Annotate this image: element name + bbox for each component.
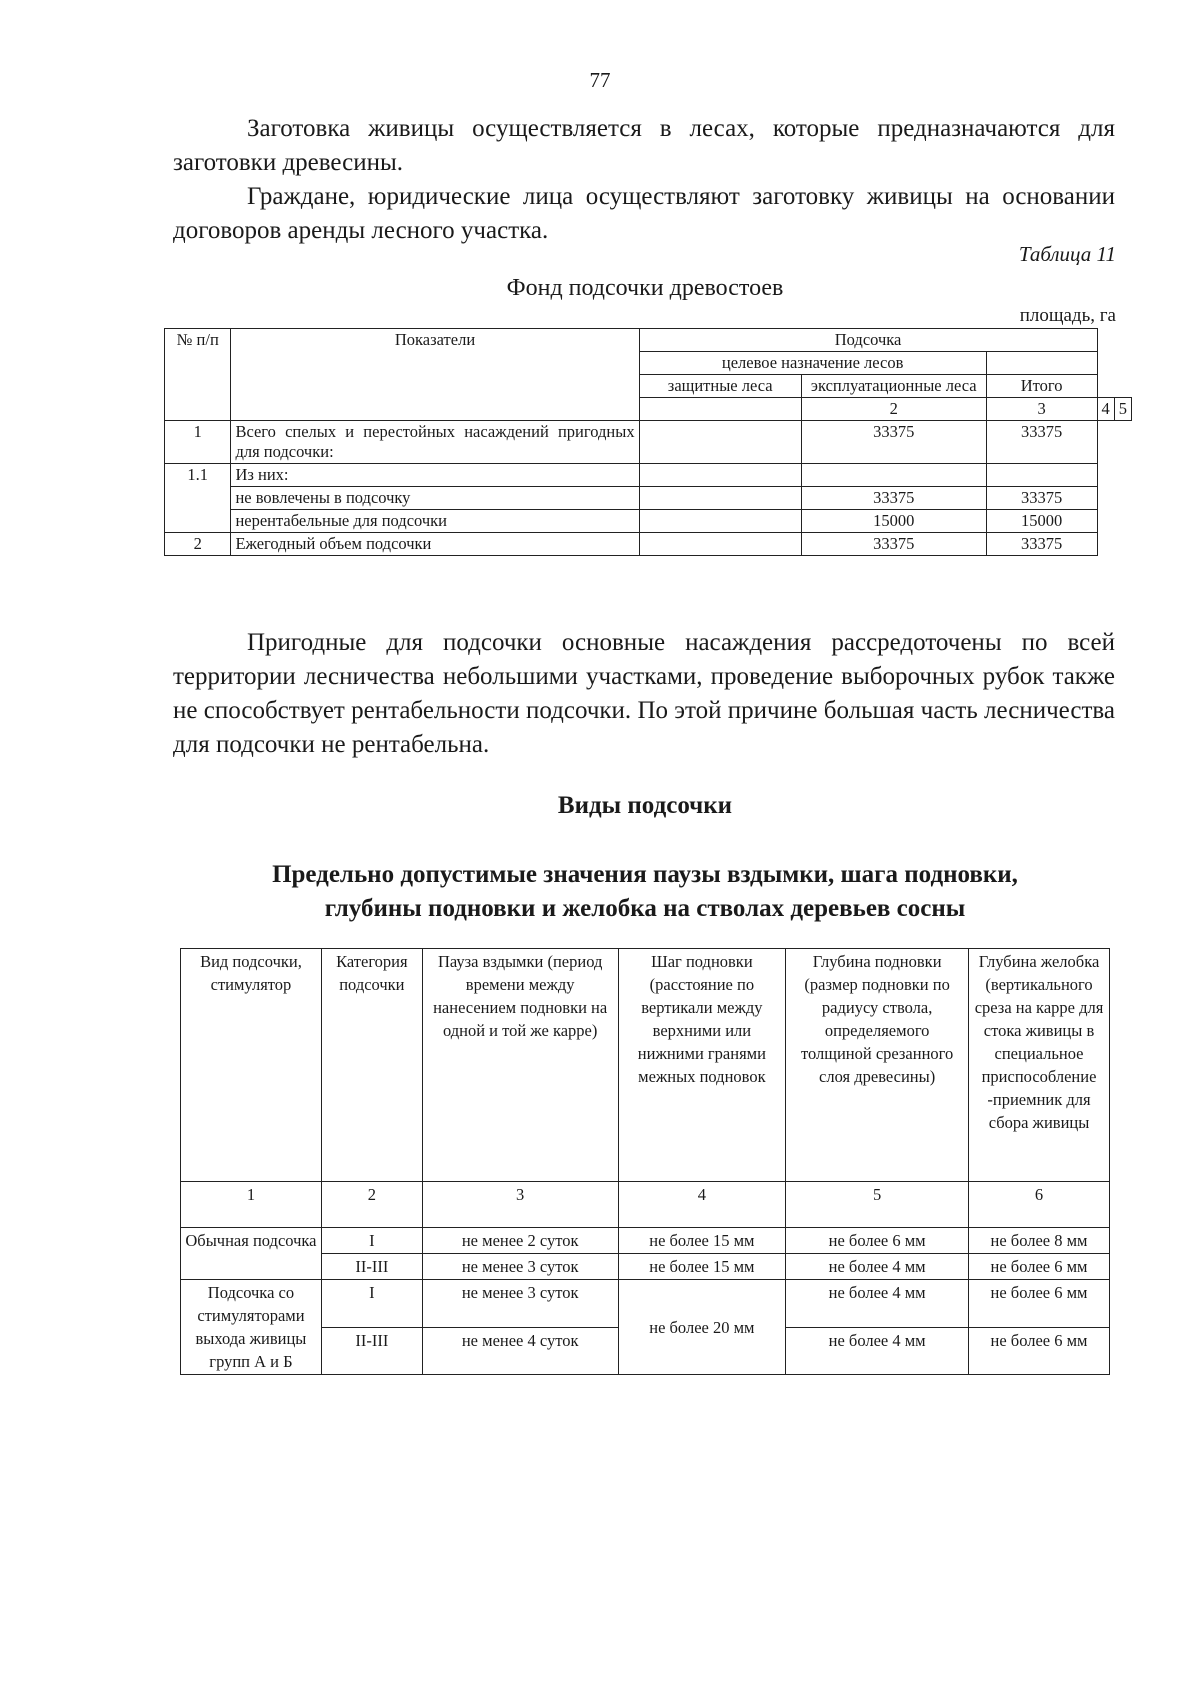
intro-text <box>173 112 1115 248</box>
header-pause: Пауза вздымки (период времени между нанесением подновки на одной и той же карре) <box>422 949 618 1182</box>
col-number: 2 <box>321 1182 422 1228</box>
tapping-table <box>180 948 1110 1375</box>
header-protective: защитные леса <box>639 375 801 398</box>
row-name: нерентабельные для подсочки <box>231 510 639 533</box>
table-row <box>165 487 1132 510</box>
row-total: 15000 <box>986 510 1097 533</box>
tapping-depth: не более 6 мм <box>786 1228 969 1254</box>
row-total: 33375 <box>986 533 1097 556</box>
table-row <box>165 421 1132 464</box>
header-groove: Глубина желобка (вертикального среза на карре для стока живицы в специальное приспособление -приемник для сбора живицы <box>969 949 1110 1182</box>
row-protective <box>639 464 801 487</box>
row-name: Всего спелых и перестойных насаждений пригодных для подсочки: <box>231 421 639 464</box>
row-total: 33375 <box>986 487 1097 510</box>
row-protective <box>639 421 801 464</box>
row-num: 2 <box>165 533 231 556</box>
table-row <box>165 533 1132 556</box>
header-total: Итого <box>986 375 1097 398</box>
table1-title: Фонд подсочки древостоев <box>506 275 784 301</box>
row-exploitation: 33375 <box>801 487 986 510</box>
tapping-depth: не более 4 мм <box>786 1327 969 1375</box>
header-exploitation: эксплуатационные леса <box>801 375 986 398</box>
col-number: 5 <box>1114 398 1131 421</box>
tapping-groove: не более 6 мм <box>969 1327 1110 1375</box>
row-protective <box>639 533 801 556</box>
header-type: Вид подсочки, стимулятор <box>181 949 322 1182</box>
fund-table <box>164 328 1132 556</box>
header-subgroup: целевое назначение лесов <box>639 352 986 375</box>
table2-title-line: глубины подновки и желобка на стволах деревьев сосны <box>324 895 966 922</box>
tapping-pause: не менее 3 суток <box>422 1254 618 1280</box>
middle-paragraph: Пригодные для подсочки основные насаждения рассредоточены по всей территории лесничества небольшими участками, проведение выборочных рубок также не способствует рентабельности подсочки. По этой причине большая часть лесничества для подсочки не рентабельна. <box>173 629 1115 758</box>
row-exploitation <box>801 464 986 487</box>
col-number: 5 <box>786 1182 969 1228</box>
tapping-groove: не более 6 мм <box>969 1254 1110 1280</box>
intro-paragraph: Граждане, юридические лица осуществляют заготовку живицы на основании договоров аренды лесного участка. <box>173 183 1115 244</box>
col-number: 3 <box>986 398 1097 421</box>
table-row <box>181 1228 1110 1254</box>
row-total: 33375 <box>986 421 1097 464</box>
col-number: 6 <box>969 1182 1110 1228</box>
col-number: 1 <box>181 1182 322 1228</box>
row-exploitation: 33375 <box>801 533 986 556</box>
header-category: Категория подсочки <box>321 949 422 1182</box>
col-number: 4 <box>618 1182 786 1228</box>
header-num: № п/п <box>165 329 231 421</box>
row-num: 1 <box>165 421 231 464</box>
table2-title-line: Предельно допустимые значения паузы вздымки, шага подновки, <box>272 861 1018 888</box>
header-depth: Глубина подновки (размер подновки по радиусу ствола, определяемого толщиной срезанного слоя древесины) <box>786 949 969 1182</box>
header-empty-cell <box>986 352 1097 375</box>
tapping-type: Подсочка со стимуляторами выхода живицы групп А и Б <box>181 1280 322 1375</box>
tapping-step: не более 15 мм <box>618 1228 786 1254</box>
tapping-step: не более 15 мм <box>618 1254 786 1280</box>
tapping-groove: не более 8 мм <box>969 1228 1110 1254</box>
table1-unit: площадь, га <box>1019 305 1116 326</box>
col-number: 2 <box>801 398 986 421</box>
tapping-pause: не менее 2 суток <box>422 1228 618 1254</box>
table-label: Таблица 11 <box>1018 242 1116 266</box>
tapping-category: II-III <box>321 1254 422 1280</box>
col-number-cell <box>639 398 801 421</box>
row-name: не вовлечены в подсочку <box>231 487 639 510</box>
tapping-depth: не более 4 мм <box>786 1280 969 1328</box>
tapping-category: I <box>321 1228 422 1254</box>
table-row <box>165 464 1132 487</box>
intro-paragraph: Заготовка живицы осуществляется в лесах, которые предназначаются для заготовки древесины. <box>173 115 1115 176</box>
tapping-type: Обычная подсочка <box>181 1228 322 1280</box>
page-number: 77 <box>589 68 611 92</box>
table-row <box>165 510 1132 533</box>
tapping-pause: не менее 3 суток <box>422 1280 618 1328</box>
tapping-step: не более 20 мм <box>618 1280 786 1375</box>
tapping-depth: не более 4 мм <box>786 1254 969 1280</box>
tapping-groove: не более 6 мм <box>969 1280 1110 1328</box>
row-name: Из них: <box>231 464 639 487</box>
row-total <box>986 464 1097 487</box>
tapping-pause: не менее 4 суток <box>422 1327 618 1375</box>
row-num: 1.1 <box>165 464 231 533</box>
row-protective <box>639 487 801 510</box>
row-protective <box>639 510 801 533</box>
section-title: Виды подсочки <box>557 792 733 819</box>
table-row <box>181 1280 1110 1328</box>
tapping-category: II-III <box>321 1327 422 1375</box>
row-exploitation: 15000 <box>801 510 986 533</box>
col-number: 3 <box>422 1182 618 1228</box>
middle-text <box>173 626 1115 762</box>
header-group: Подсочка <box>639 329 1097 352</box>
header-step: Шаг подновки (расстояние по вертикали между верхними или нижними гранями межных подновок <box>618 949 786 1182</box>
row-exploitation: 33375 <box>801 421 986 464</box>
row-name: Ежегодный объем подсочки <box>231 533 639 556</box>
header-indicators: Показатели <box>231 329 639 421</box>
tapping-category: I <box>321 1280 422 1328</box>
col-number: 4 <box>1097 398 1114 421</box>
table2-title <box>0 858 1200 926</box>
